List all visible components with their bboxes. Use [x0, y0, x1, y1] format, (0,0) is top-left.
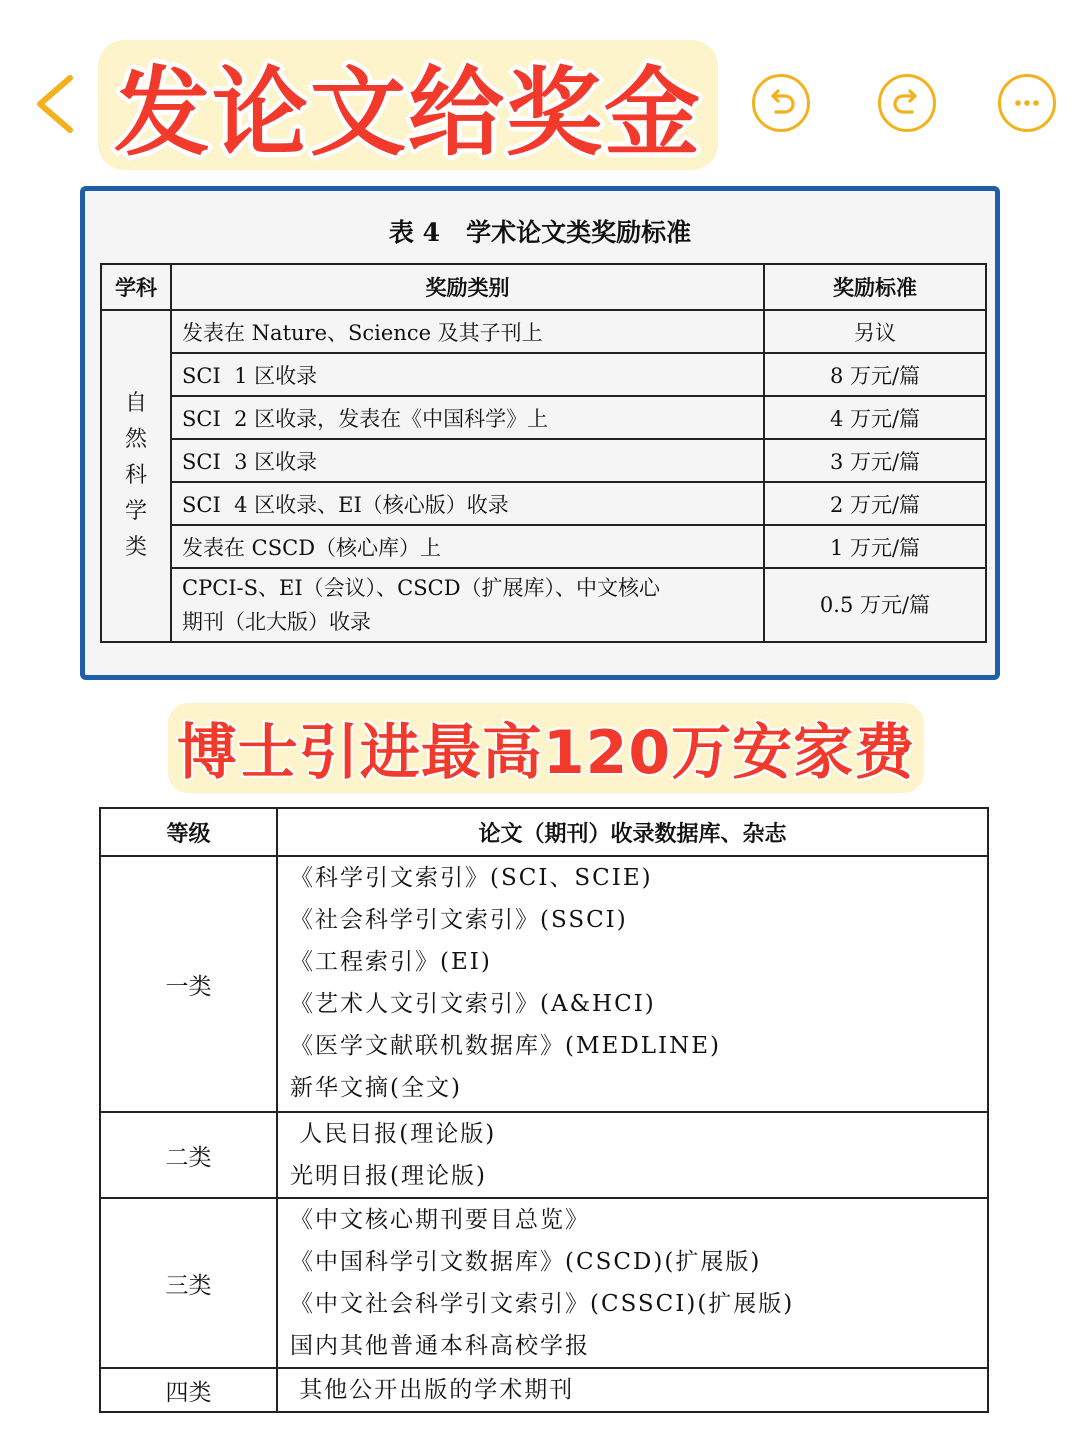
database-list — [277, 856, 988, 1112]
list-item: 新华文摘(全文) — [290, 1075, 462, 1101]
header-level: 等级 — [100, 808, 277, 856]
subject-cell — [101, 310, 171, 642]
reward-table — [100, 263, 987, 643]
list-item: 光明日报(理论版) — [290, 1163, 487, 1189]
reward-table-card — [80, 186, 1000, 680]
list-item: 《科学引文索引》(SCI、SCIE) — [290, 865, 653, 891]
list-item: 《工程索引》(EI) — [290, 949, 492, 975]
list-item: 《医学文献联机数据库》(MEDLINE) — [290, 1033, 721, 1059]
database-list — [277, 1198, 988, 1368]
category-cell: SCI 4 区收录、EI（核心版）收录 — [171, 482, 764, 525]
subject-char: 科 — [124, 463, 147, 488]
header-standard: 奖励标准 — [764, 264, 986, 310]
standard-cell: 2 万元/篇 — [764, 482, 986, 525]
category-cell: 发表在 CSCD（核心库）上 — [171, 525, 764, 568]
subject-char: 自 — [124, 391, 147, 416]
category-cell: SCI 2 区收录，发表在《中国科学》上 — [171, 396, 764, 439]
list-item: 《社会科学引文索引》(SSCI) — [290, 907, 628, 933]
level-cell: 二类 — [100, 1112, 277, 1198]
standard-cell: 另议 — [764, 310, 986, 353]
chevron-left-icon[interactable] — [30, 72, 90, 136]
page-title: 发论文给奖金 — [98, 40, 718, 170]
level-cell: 四类 — [100, 1368, 277, 1412]
category-cell: SCI 1 区收录 — [171, 353, 764, 396]
more-icon[interactable] — [998, 74, 1056, 132]
subheadline: 博士引进最高120万安家费 — [168, 703, 924, 793]
header-subject: 学科 — [101, 264, 171, 310]
category-cell — [171, 568, 764, 642]
category-cell: 发表在 Nature、Science 及其子刊上 — [171, 310, 764, 353]
standard-cell: 8 万元/篇 — [764, 353, 986, 396]
list-item: 《中国科学引文数据库》(CSCD)(扩展版) — [290, 1249, 762, 1275]
database-list — [277, 1368, 988, 1412]
subject-char: 然 — [124, 427, 147, 452]
header-category: 奖励类别 — [171, 264, 764, 310]
list-item: 《中文核心期刊要目总览》 — [290, 1207, 590, 1233]
category-cell: SCI 3 区收录 — [171, 439, 764, 482]
list-item: 国内其他普通本科高校学报 — [290, 1333, 590, 1359]
list-item: 《中文社会科学引文索引》(CSSCI)(扩展版) — [290, 1291, 795, 1317]
redo-icon[interactable] — [878, 74, 936, 132]
list-item: 人民日报(理论版) — [290, 1121, 497, 1147]
undo-icon[interactable] — [752, 74, 810, 132]
subject-char: 类 — [124, 535, 147, 560]
standard-cell: 4 万元/篇 — [764, 396, 986, 439]
subject-char: 学 — [124, 499, 147, 524]
category-line: 期刊（北大版）收录 — [182, 610, 371, 634]
standard-cell: 3 万元/篇 — [764, 439, 986, 482]
level-cell: 三类 — [100, 1198, 277, 1368]
reward-table-title: 表 4 学术论文类奖励标准 — [388, 218, 692, 247]
list-item: 《艺术人文引文索引》(A&HCI) — [290, 991, 656, 1017]
list-item: 其他公开出版的学术期刊 — [290, 1377, 575, 1403]
header-databases: 论文（期刊）收录数据库、杂志 — [277, 808, 988, 856]
category-line: CPCI-S、EI（会议）、CSCD（扩展库）、中文核心 — [182, 576, 661, 600]
database-list — [277, 1112, 988, 1198]
standard-cell: 0.5 万元/篇 — [764, 568, 986, 642]
journal-level-table — [99, 807, 989, 1413]
level-cell: 一类 — [100, 856, 277, 1112]
standard-cell: 1 万元/篇 — [764, 525, 986, 568]
